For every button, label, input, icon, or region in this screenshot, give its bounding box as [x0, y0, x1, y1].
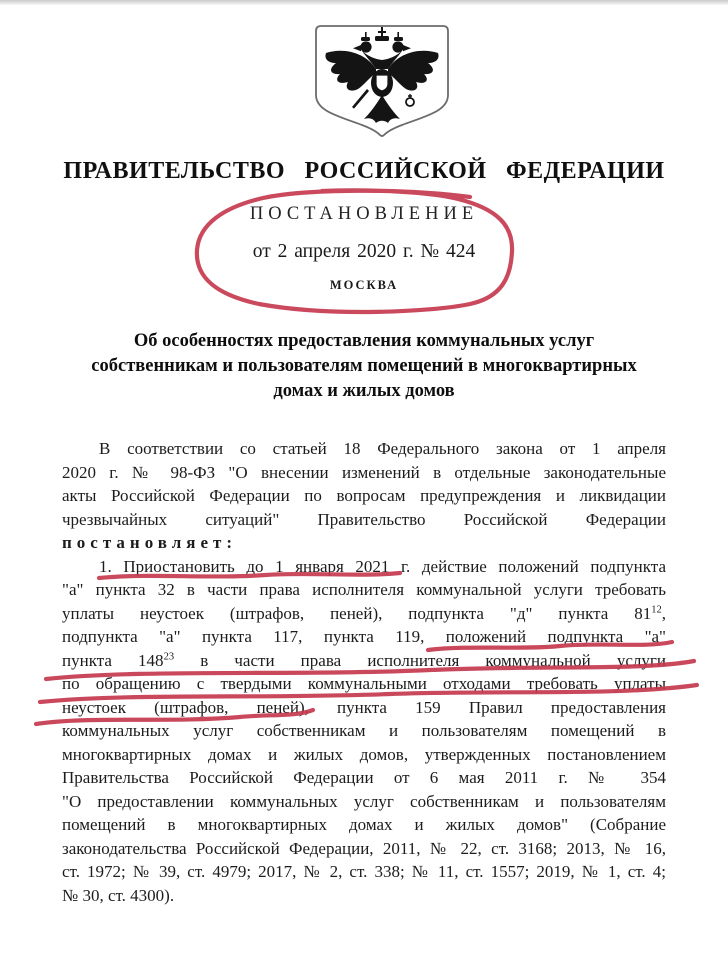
body-line: коммунальных услуг собственникам и пользователям помещений в	[62, 721, 666, 740]
body-line	[62, 602, 666, 626]
body-line: 1. Приостановить до 1 января 2021 г. действие положений подпункта	[99, 556, 666, 576]
doc-body	[62, 437, 666, 907]
resolve-word: постановляет:	[62, 533, 238, 552]
body-line: акты Российской Федерации по вопросам предупреждения и ликвидации	[62, 486, 666, 505]
body-line: многоквартирных домах и жилых домов, утвержденных постановлением	[62, 744, 666, 764]
doc-title-line: домах и жилых домов	[273, 381, 455, 401]
body-line: помещений в многоквартирных домах и жилых домов" (Собрание	[62, 815, 666, 834]
body-line: В соответствии со статьей 18 Федерального закона от 1 апреля	[99, 439, 666, 458]
body-text: в части права исполнителя коммунальной услуги	[174, 650, 666, 670]
body-text: пункта 148	[62, 650, 164, 670]
body-line: чрезвычайных ситуаций" Правительство Российской Федерации	[62, 509, 666, 529]
doc-date-number: от 2 апреля 2020 г. № 424	[252, 241, 476, 262]
body-line: по обращению с твердыми коммунальными отходами требовать уплаты	[62, 674, 666, 693]
doc-title	[62, 329, 666, 404]
body-line: законодательства Российской Федерации, 2011, № 22, ст. 3168; 2013, № 16,	[62, 838, 666, 858]
doc-title-line: собственникам и пользователям помещений в многоквартирных	[91, 356, 637, 376]
footnote-ref: 12	[651, 603, 662, 615]
footnote-ref: 23	[163, 650, 175, 662]
coat-of-arms-icon	[310, 22, 454, 140]
scan-edge	[0, 0, 728, 5]
body-text: ,	[661, 603, 666, 623]
body-text: уплаты неустоек (штрафов, пеней), подпункта "д" пункта 81	[62, 603, 652, 623]
doc-city: МОСКВА	[329, 278, 399, 292]
paragraph-intro	[62, 437, 666, 555]
body-line	[62, 649, 666, 673]
doc-title-line: Об особенностях предоставления коммунальных услуг	[133, 331, 595, 351]
org-name: ПРАВИТЕЛЬСТВО РОССИЙСКОЙ ФЕДЕРАЦИИ	[63, 158, 665, 184]
body-line: ст. 1972; № 39, ст. 4979; 2017, № 2, ст. 338; № 11, ст. 1557; 2019, № 1, ст. 4;	[62, 862, 666, 881]
body-line: 2020 г. № 98-ФЗ "О внесении изменений в отдельные законодательные	[62, 462, 666, 482]
doc-type: ПОСТАНОВЛЕНИЕ	[249, 204, 479, 224]
body-line: "а" пункта 32 в части права исполнителя коммунальной услуги требовать	[62, 580, 666, 599]
body-line: Правительства Российской Федерации от 6 мая 2011 г. № 354	[62, 768, 666, 787]
body-line: "О предоставлении коммунальных услуг собственникам и пользователям	[62, 791, 666, 811]
body-line: неустоек (штрафов, пеней), пункта 159 Правил предоставления	[62, 697, 666, 717]
body-line: № 30, ст. 4300).	[62, 885, 175, 905]
paragraph-item-1	[62, 555, 666, 908]
body-line: подпункта "а" пункта 117, пункта 119, положений подпункта "а"	[62, 627, 666, 646]
